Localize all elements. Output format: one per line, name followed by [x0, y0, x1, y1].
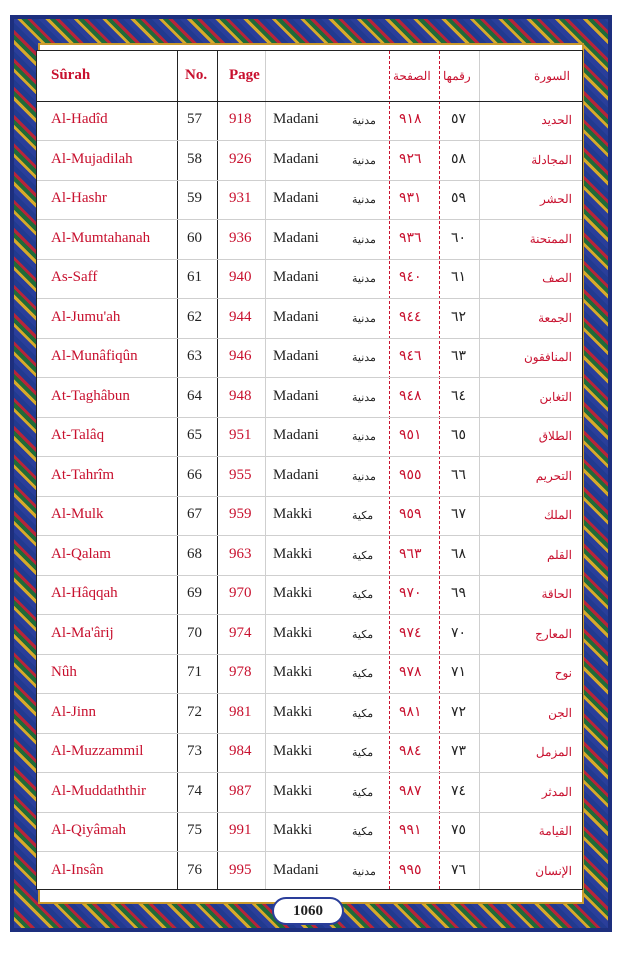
surah-number: 67 — [187, 506, 202, 522]
revelation-type-ar: مدنية — [352, 352, 376, 364]
surah-name-ar: التغابن — [539, 389, 572, 404]
revelation-type: Madani — [273, 229, 319, 246]
surah-name: Al-Mulk — [51, 506, 104, 522]
surah-name-ar: الصف — [542, 271, 572, 285]
surah-name: At-Talâq — [51, 427, 105, 443]
surah-name: Al-Muzzammil — [51, 743, 144, 759]
revelation-type-ar: مدنية — [352, 233, 376, 246]
revelation-type-ar: مكية — [352, 510, 374, 522]
table-row — [37, 220, 582, 260]
surah-name: Al-Muddaththir — [51, 782, 146, 799]
revelation-type: Makki — [273, 822, 313, 838]
table-row — [37, 417, 582, 457]
table-row — [37, 733, 582, 773]
revelation-type: Makki — [273, 782, 313, 799]
start-page: 981 — [229, 703, 252, 720]
start-page: 995 — [229, 861, 252, 878]
surah-name-ar: الممتحنة — [529, 231, 572, 246]
start-page-ar: ٩٢٦ — [399, 151, 422, 167]
surah-name: Al-Hâqqah — [51, 585, 118, 601]
table-row — [37, 496, 582, 536]
start-page-ar: ٩٥١ — [399, 428, 422, 443]
surah-name: At-Taghâbun — [51, 387, 130, 404]
surah-number-ar: ٥٧ — [451, 112, 467, 127]
revelation-type: Madani — [273, 190, 319, 206]
surah-number: 59 — [187, 190, 202, 206]
revelation-type-ar: مكية — [352, 628, 374, 641]
surah-number: 64 — [187, 387, 202, 404]
revelation-type: Makki — [273, 703, 313, 720]
table-row — [37, 852, 582, 891]
start-page-ar: ٩٥٥ — [399, 467, 422, 483]
start-page: 974 — [229, 624, 252, 641]
surah-name-ar: المدثر — [541, 784, 572, 799]
start-page: 926 — [229, 150, 252, 167]
start-page: 963 — [229, 545, 252, 562]
revelation-type-ar: مكية — [352, 668, 374, 680]
surah-name: Nûh — [51, 664, 77, 680]
start-page-ar: ٩٧٨ — [399, 665, 422, 680]
surah-number-ar: ٧٦ — [451, 862, 467, 878]
start-page: 948 — [229, 387, 252, 404]
table-row — [37, 338, 582, 378]
surah-name: At-Tahrîm — [51, 466, 115, 483]
surah-number-ar: ٧٠ — [451, 625, 467, 641]
surah-number: 58 — [187, 150, 202, 167]
surah-name: Al-Ma'ârij — [51, 624, 114, 641]
revelation-type: Madani — [273, 427, 319, 443]
start-page-ar: ٩٧٠ — [399, 586, 422, 601]
surah-name-ar: التحريم — [535, 468, 572, 483]
revelation-type: Makki — [273, 664, 313, 680]
surah-name-ar: المزمل — [535, 745, 572, 759]
surah-number-ar: ٦٠ — [451, 230, 467, 246]
surah-name-ar: الجن — [548, 705, 572, 720]
revelation-type-ar: مكية — [352, 747, 374, 759]
table-row — [37, 180, 582, 220]
header-no-ar: رقمها — [443, 69, 471, 83]
header-surah-ar: السورة — [534, 69, 570, 83]
surah-number: 68 — [187, 545, 202, 562]
table-row — [37, 773, 582, 813]
revelation-type: Makki — [273, 585, 313, 601]
start-page-ar: ٩٤٤ — [399, 309, 422, 325]
surah-number: 71 — [187, 664, 202, 680]
revelation-type: Madani — [273, 466, 319, 483]
page-number-badge: 1060 — [272, 897, 344, 925]
surah-number-ar: ٧١ — [451, 665, 467, 680]
surah-name-ar: القيامة — [538, 824, 572, 838]
start-page-ar: ٩٩٥ — [399, 862, 422, 878]
revelation-type-ar: مدنية — [352, 391, 376, 404]
start-page: 944 — [229, 308, 252, 325]
surah-number-ar: ٥٨ — [451, 151, 467, 167]
surah-name-ar: المجادلة — [531, 152, 572, 167]
start-page-ar: ٩٨١ — [399, 704, 422, 720]
surah-name: Al-Mumtahanah — [51, 229, 151, 246]
surah-number: 69 — [187, 585, 202, 601]
start-page-ar: ٩٤٠ — [399, 270, 422, 285]
revelation-type-ar: مكية — [352, 589, 374, 601]
surah-name-ar: القلم — [546, 547, 572, 562]
surah-number-ar: ٦٤ — [451, 388, 467, 404]
revelation-type: Madani — [273, 269, 319, 285]
table-row — [37, 694, 582, 734]
surah-number-ar: ٦٣ — [451, 349, 467, 364]
surah-number-ar: ٦٦ — [451, 467, 467, 483]
surah-number-ar: ٦٢ — [451, 309, 467, 325]
start-page: 936 — [229, 229, 252, 246]
table-row — [37, 259, 582, 299]
surah-name: Al-Munâfiqûn — [51, 348, 138, 364]
surah-name-ar: الإنسان — [535, 863, 572, 878]
surah-number: 62 — [187, 308, 202, 325]
surah-number-ar: ٧٣ — [451, 744, 467, 759]
surah-number: 74 — [187, 782, 202, 799]
surah-number: 66 — [187, 466, 202, 483]
surah-name-ar: الطلاق — [538, 429, 572, 443]
start-page: 931 — [229, 190, 252, 206]
start-page: 918 — [229, 111, 252, 127]
revelation-type: Madani — [273, 150, 319, 167]
table-row — [37, 101, 582, 141]
surah-name: Al-Hadîd — [51, 111, 108, 127]
revelation-type-ar: مدنية — [352, 115, 376, 127]
surah-number: 63 — [187, 348, 202, 364]
table-row — [37, 141, 582, 181]
start-page: 991 — [229, 822, 252, 838]
start-page-ar: ٩٤٦ — [399, 349, 422, 364]
revelation-type-ar: مدنية — [352, 431, 376, 443]
revelation-type: Madani — [273, 387, 319, 404]
revelation-type-ar: مدنية — [352, 154, 376, 167]
start-page-ar: ٩٧٤ — [399, 625, 422, 641]
start-page-ar: ٩١٨ — [399, 112, 422, 127]
revelation-type-ar: مكية — [352, 549, 374, 562]
surah-number-ar: ٧٤ — [451, 783, 467, 799]
header-surah: Sûrah — [51, 67, 91, 83]
start-page-ar: ٩٦٣ — [399, 546, 422, 562]
start-page-ar: ٩٩١ — [399, 823, 422, 838]
table-row — [37, 654, 582, 694]
surah-number: 61 — [187, 269, 202, 285]
start-page: 946 — [229, 348, 252, 364]
surah-name-ar: الحديد — [541, 113, 572, 127]
surah-name: Al-Jinn — [51, 703, 96, 720]
surah-number-ar: ٦١ — [451, 270, 467, 285]
surah-name: As-Saff — [51, 269, 98, 285]
surah-name: Al-Jumu'ah — [51, 308, 121, 325]
revelation-type-ar: مدنية — [352, 194, 376, 206]
header-page: Page — [229, 67, 260, 83]
table-row — [37, 378, 582, 418]
table-row — [37, 299, 582, 339]
surah-name: Al-Hashr — [51, 190, 107, 206]
surah-number: 65 — [187, 427, 202, 443]
surah-number: 57 — [187, 111, 202, 127]
revelation-type: Makki — [273, 624, 313, 641]
revelation-type-ar: مدنية — [352, 273, 376, 285]
start-page: 978 — [229, 664, 252, 680]
start-page-ar: ٩٣٦ — [399, 230, 422, 246]
start-page-ar: ٩٥٩ — [399, 507, 422, 522]
surah-name: Al-Qiyâmah — [51, 822, 126, 838]
surah-name: Al-Insân — [51, 861, 104, 878]
surah-number: 72 — [187, 703, 202, 720]
surah-number-ar: ٦٧ — [451, 507, 467, 522]
surah-number-ar: ٥٩ — [451, 191, 467, 206]
surah-name-ar: المنافقون — [523, 350, 572, 364]
start-page: 970 — [229, 585, 252, 601]
surah-index-table — [36, 50, 583, 890]
surah-number: 76 — [187, 861, 202, 878]
revelation-type: Madani — [273, 111, 319, 127]
revelation-type-ar: مدنية — [352, 865, 376, 878]
revelation-type-ar: مدنية — [352, 470, 376, 483]
surah-number: 73 — [187, 743, 202, 759]
start-page-ar: ٩٨٤ — [399, 744, 422, 759]
surah-name: Al-Qalam — [51, 545, 111, 562]
revelation-type: Makki — [273, 743, 313, 759]
surah-number-ar: ٦٩ — [451, 586, 467, 601]
start-page: 987 — [229, 782, 252, 799]
revelation-type-ar: مكية — [352, 786, 374, 799]
start-page: 951 — [229, 427, 252, 443]
table-row — [37, 575, 582, 615]
table-row — [37, 536, 582, 576]
revelation-type-ar: مكية — [352, 707, 374, 720]
start-page: 955 — [229, 466, 252, 483]
surah-number: 75 — [187, 822, 202, 838]
revelation-type: Makki — [273, 545, 313, 562]
table-header — [37, 51, 582, 102]
revelation-type-ar: مدنية — [352, 312, 376, 325]
surah-number: 70 — [187, 624, 202, 641]
start-page-ar: ٩٤٨ — [399, 388, 422, 404]
surah-name-ar: الملك — [543, 508, 572, 522]
surah-number-ar: ٦٨ — [451, 546, 467, 562]
start-page: 984 — [229, 743, 252, 759]
revelation-type: Madani — [273, 308, 319, 325]
header-no: No. — [185, 67, 208, 83]
revelation-type-ar: مكية — [352, 826, 374, 838]
revelation-type: Madani — [273, 348, 319, 364]
surah-name-ar: الحشر — [539, 192, 572, 206]
start-page: 940 — [229, 269, 252, 285]
table-row — [37, 812, 582, 852]
surah-number-ar: ٧٢ — [451, 704, 467, 720]
surah-name-ar: الجمعة — [538, 310, 572, 325]
revelation-type: Makki — [273, 506, 313, 522]
revelation-type: Madani — [273, 861, 319, 878]
surah-name-ar: الحاقة — [541, 587, 572, 601]
header-page-ar: الصفحة — [393, 69, 431, 83]
table-row — [37, 615, 582, 655]
surah-name-ar: نوح — [554, 666, 572, 680]
start-page-ar: ٩٨٧ — [399, 783, 422, 799]
table-row — [37, 457, 582, 497]
surah-number-ar: ٧٥ — [451, 823, 467, 838]
surah-number: 60 — [187, 229, 202, 246]
start-page: 959 — [229, 506, 252, 522]
surah-name: Al-Mujadilah — [51, 150, 133, 167]
surah-number-ar: ٦٥ — [451, 428, 467, 443]
surah-name-ar: المعارج — [535, 626, 572, 641]
start-page-ar: ٩٣١ — [399, 191, 422, 206]
